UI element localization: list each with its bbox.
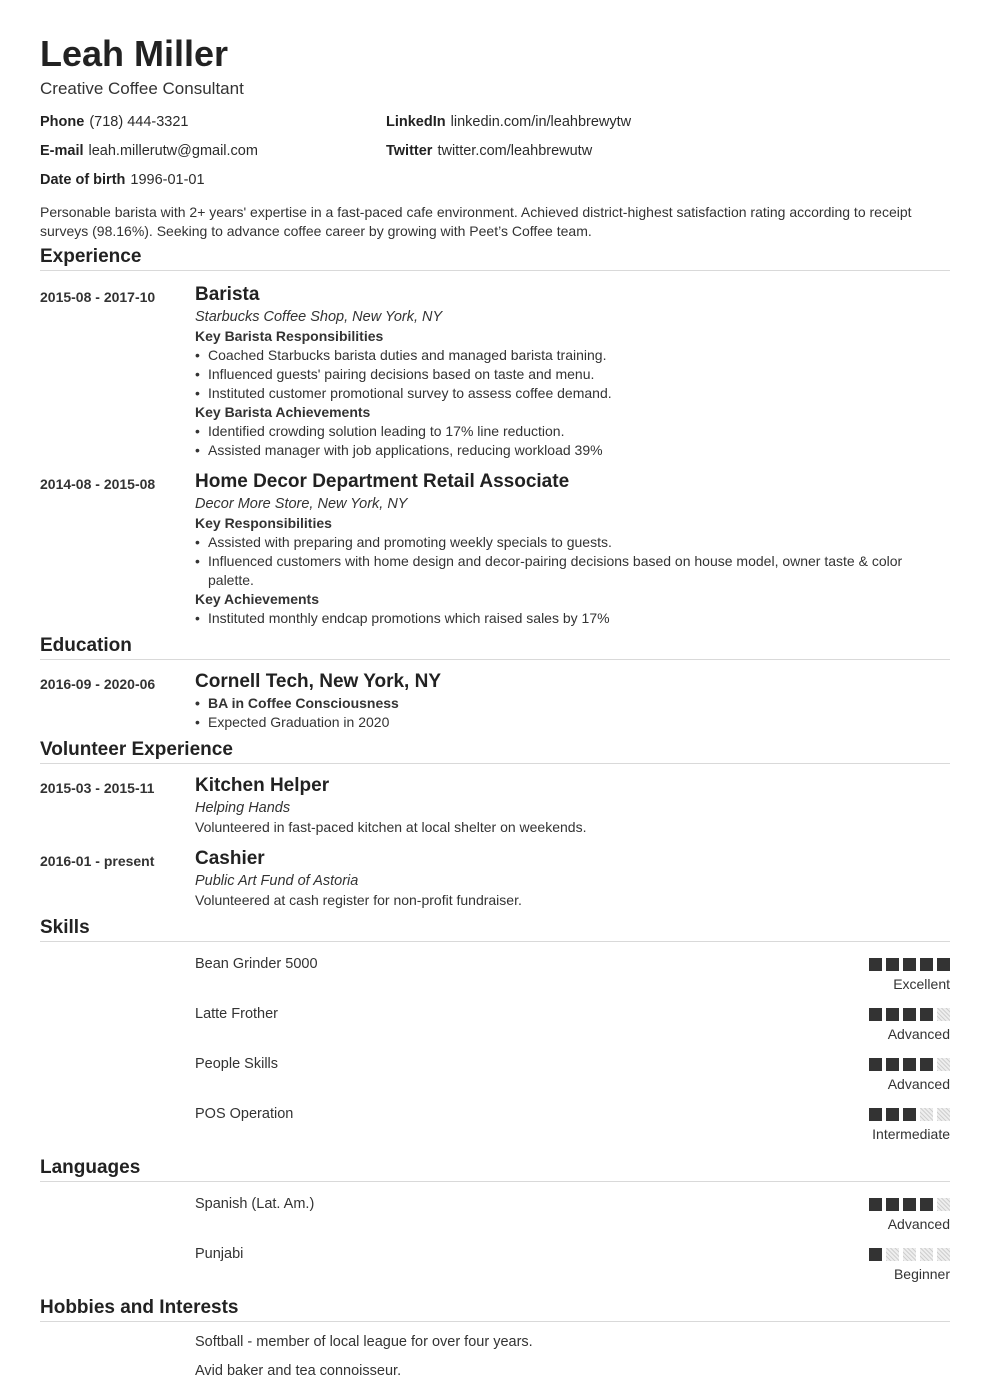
organization: Public Art Fund of Astoria: [195, 873, 359, 889]
rating-square-filled: [903, 1108, 916, 1121]
skill-rating: [869, 1008, 950, 1021]
hobbies-list: [40, 1332, 950, 1381]
skill-row: [40, 952, 950, 1002]
profile-summary: Personable barista with 2+ years' expertise in a fast-paced cafe environment. Achieved district-highest satisfaction rating according to receipt surveys (98.16%). Seeking to advance coffee career by growing with Peet’s Coffee team.: [40, 204, 912, 239]
skill-name: Latte Frother: [195, 1006, 279, 1022]
hobbies-heading: Hobbies and Interests: [40, 1296, 950, 1322]
contact-info: [40, 112, 950, 199]
rating-square-filled: [920, 1008, 933, 1021]
responsibilities-label: Key Responsibilities: [195, 515, 332, 531]
entry-date: 2016-01 - present: [40, 853, 155, 869]
responsibilities-list: [195, 533, 950, 590]
list-item: • Assisted with preparing and promoting weekly specials to guests.: [195, 533, 950, 552]
dob-label: Date of birth: [40, 172, 126, 188]
achievements-label: Key Achievements: [195, 591, 319, 607]
rating-square-filled: [886, 1058, 899, 1071]
rating-square-filled: [886, 1198, 899, 1211]
skill-rating: [869, 1108, 950, 1121]
rating-square-filled: [869, 1198, 882, 1211]
rating-square-filled: [903, 1198, 916, 1211]
entry-date: 2016-09 - 2020-06: [40, 676, 156, 692]
education-entry: [40, 670, 950, 732]
resume-page: [40, 32, 950, 1381]
rating-square-filled: [869, 1058, 882, 1071]
organization: Helping Hands: [195, 800, 291, 816]
email-link[interactable]: leah.millerutw@gmail.com: [88, 143, 258, 159]
linkedin-label: LinkedIn: [386, 114, 446, 130]
phone-value[interactable]: (718) 444-3321: [89, 114, 189, 130]
rating-square-filled: [903, 1008, 916, 1021]
languages-heading: Languages: [40, 1156, 950, 1182]
language-name: Punjabi: [195, 1246, 244, 1262]
volunteer-role: Cashier: [195, 848, 265, 869]
list-item: • Instituted customer promotional survey to assess coffee demand.: [195, 384, 950, 403]
rating-square-empty: [937, 1058, 950, 1071]
education-heading: Education: [40, 634, 950, 660]
skill-name: People Skills: [195, 1056, 279, 1072]
rating-square-empty: [937, 1248, 950, 1261]
languages-list: [40, 1192, 950, 1292]
language-rating: [869, 1248, 950, 1261]
skill-rating: [869, 1058, 950, 1071]
experience-entry: [40, 283, 950, 460]
contact-twitter: [386, 141, 592, 161]
entry-date: 2015-03 - 2015-11: [40, 780, 155, 796]
language-name: Spanish (Lat. Am.): [195, 1196, 315, 1212]
skills-heading: Skills: [40, 916, 950, 942]
hobby-item: Softball - member of local league for over four years.: [195, 1334, 533, 1350]
twitter-label: Twitter: [386, 143, 433, 159]
school-name: Cornell Tech, New York, NY: [195, 671, 442, 692]
entry-date: 2014-08 - 2015-08: [40, 476, 156, 492]
rating-square-empty: [920, 1248, 933, 1261]
contact-email: [40, 141, 258, 161]
volunteer-entry: [40, 847, 950, 910]
rating-square-empty: [937, 1108, 950, 1121]
rating-square-filled: [886, 1008, 899, 1021]
dob-value: 1996-01-01: [130, 172, 205, 188]
volunteer-description: Volunteered at cash register for non-profit fundraiser.: [195, 892, 522, 908]
rating-square-empty: [886, 1248, 899, 1261]
employer: Decor More Store, New York, NY: [195, 496, 408, 512]
volunteer-description: Volunteered in fast-paced kitchen at local shelter on weekends.: [195, 819, 587, 835]
skill-row: [40, 1002, 950, 1052]
language-level: Beginner: [893, 1266, 950, 1282]
rating-square-filled: [937, 958, 950, 971]
skill-level: Advanced: [887, 1076, 950, 1092]
email-label: E-mail: [40, 143, 84, 159]
rating-square-filled: [869, 958, 882, 971]
skill-level: Excellent: [893, 976, 950, 992]
rating-square-filled: [903, 958, 916, 971]
rating-square-empty: [920, 1108, 933, 1121]
linkedin-link[interactable]: linkedin.com/in/leahbrewytw: [450, 114, 632, 130]
skill-row: [40, 1102, 950, 1152]
language-rating: [869, 1198, 950, 1211]
degree: • BA in Coffee Consciousness: [195, 694, 950, 713]
skill-name: Bean Grinder 5000: [195, 956, 318, 972]
list-item: • Identified crowding solution leading to 17% line reduction.: [195, 422, 950, 441]
rating-square-filled: [869, 1248, 882, 1261]
volunteer-heading: Volunteer Experience: [40, 738, 950, 764]
skill-rating: [869, 958, 950, 971]
rating-square-filled: [886, 1108, 899, 1121]
volunteer-role: Kitchen Helper: [195, 775, 330, 796]
language-row: [40, 1192, 950, 1242]
job-title: Barista: [195, 284, 260, 305]
achievements-list: [195, 609, 950, 628]
responsibilities-label: Key Barista Responsibilities: [195, 328, 384, 344]
language-row: [40, 1242, 950, 1292]
skill-row: [40, 1052, 950, 1102]
skill-name: POS Operation: [195, 1106, 294, 1122]
rating-square-empty: [937, 1008, 950, 1021]
language-level: Advanced: [887, 1216, 950, 1232]
list-item: • Assisted manager with job applications, reducing workload 39%: [195, 441, 950, 460]
list-item: • Expected Graduation in 2020: [195, 713, 950, 732]
experience-entry: [40, 470, 950, 628]
hobby-item: Avid baker and tea connoisseur.: [195, 1363, 402, 1379]
contact-phone: [40, 112, 188, 132]
responsibilities-list: [195, 346, 950, 403]
entry-date: 2015-08 - 2017-10: [40, 289, 156, 305]
candidate-title: Creative Coffee Consultant: [40, 79, 244, 98]
achievements-list: [195, 422, 950, 460]
rating-square-filled: [920, 1198, 933, 1211]
job-title: Home Decor Department Retail Associate: [195, 471, 570, 492]
rating-square-filled: [920, 1058, 933, 1071]
achievements-label: Key Barista Achievements: [195, 404, 371, 420]
rating-square-filled: [920, 958, 933, 971]
rating-square-empty: [903, 1248, 916, 1261]
education-details: [195, 694, 950, 732]
twitter-link[interactable]: twitter.com/leahbrewutw: [437, 143, 593, 159]
skill-level: Advanced: [887, 1026, 950, 1042]
rating-square-filled: [886, 958, 899, 971]
list-item: • Coached Starbucks barista duties and managed barista training.: [195, 346, 950, 365]
volunteer-entry: [40, 774, 950, 837]
rating-square-empty: [937, 1198, 950, 1211]
list-item: • Influenced guests' pairing decisions based on taste and menu.: [195, 365, 950, 384]
candidate-name: Leah Miller: [40, 33, 229, 74]
skill-level: Intermediate: [872, 1126, 950, 1142]
rating-square-filled: [903, 1058, 916, 1071]
list-item: • Instituted monthly endcap promotions which raised sales by 17%: [195, 609, 950, 628]
experience-heading: Experience: [40, 245, 950, 271]
employer: Starbucks Coffee Shop, New York, NY: [195, 309, 443, 325]
phone-label: Phone: [40, 114, 85, 130]
contact-dob: [40, 170, 205, 190]
rating-square-filled: [869, 1008, 882, 1021]
rating-square-filled: [869, 1108, 882, 1121]
list-item: • Influenced customers with home design and decor-pairing decisions based on house model, owner taste & color palette.: [195, 552, 950, 590]
contact-linkedin: [386, 112, 631, 132]
skills-list: [40, 952, 950, 1152]
